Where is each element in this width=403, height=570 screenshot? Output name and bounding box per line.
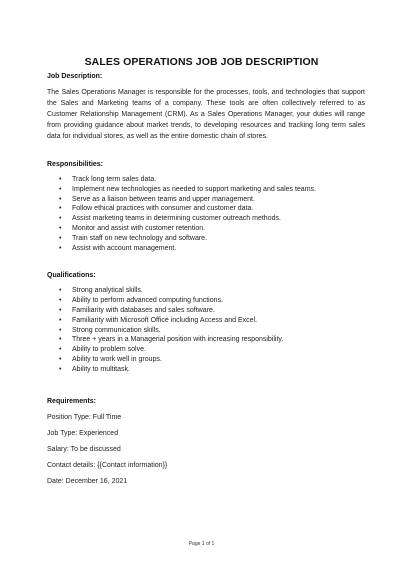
qualifications-heading: Qualifications: <box>47 272 96 280</box>
list-item: • Familiarity with Microsoft Office including Access and Excel. <box>47 316 365 326</box>
page-footer: Page 1 of 1 <box>188 541 215 547</box>
position-type: Position Type: Full Time <box>47 413 122 421</box>
responsibilities-heading: Responsibilities: <box>47 161 104 168</box>
list-item: • Ability to multitask. <box>47 365 365 375</box>
date: Date: December 16, 2021 <box>47 477 128 485</box>
job-type: Job Type: Experienced <box>47 429 119 437</box>
list-item: • Track long term sales data. <box>47 175 365 185</box>
salary: Salary: To be discussed <box>47 445 121 453</box>
list-item: • Monitor and assist with customer retention. <box>47 224 365 234</box>
list-item: • Ability to work well in groups. <box>47 355 365 365</box>
contact-details: Contact details: {{Contact information}} <box>47 461 168 469</box>
list-item: • Ability to perform advanced computing functions. <box>47 296 365 306</box>
list-item: • Implement new technologies as needed to support marketing and sales teams. <box>47 185 365 195</box>
list-item: • Strong communication skills. <box>47 326 365 336</box>
list-item: • Train staff on new technology and software. <box>47 234 365 244</box>
responsibilities-list <box>47 175 365 253</box>
job-description-heading: Job Description: <box>47 73 103 80</box>
list-item: • Ability to problem solve. <box>47 345 365 355</box>
list-item: • Assist marketing teams in determining customer outreach methods. <box>47 214 365 224</box>
list-item: • Assist with account management. <box>47 244 365 254</box>
list-item: • Strong analytical skills. <box>47 286 365 296</box>
list-item: • Serve as a liaison between teams and upper management. <box>47 195 365 205</box>
document-title: SALES OPERATIONS JOB JOB DESCRIPTION <box>84 56 319 68</box>
list-item: • Three + years in a Managerial position with increasing responsibility. <box>47 335 365 345</box>
qualifications-list <box>47 286 365 374</box>
list-item: • Follow ethical practices with consumer and customer data. <box>47 204 365 214</box>
requirements-heading: Requirements: <box>47 397 97 405</box>
list-item: • Familiarity with databases and sales software. <box>47 306 365 316</box>
document-body <box>47 72 365 486</box>
job-description-paragraph: The Sales Operations Manager is responsible for the processes, tools, and technologies that support the Sales and Marketing teams of a company. These tools are often collectively referred to as Customer Relationship Management (CRM). As a Sales Operations Manager, your duties will range from providing guidance about market trends, to developing resources and tracking long term sales data for individual stores, as well as the entire domestic chain of stores. <box>47 89 365 140</box>
